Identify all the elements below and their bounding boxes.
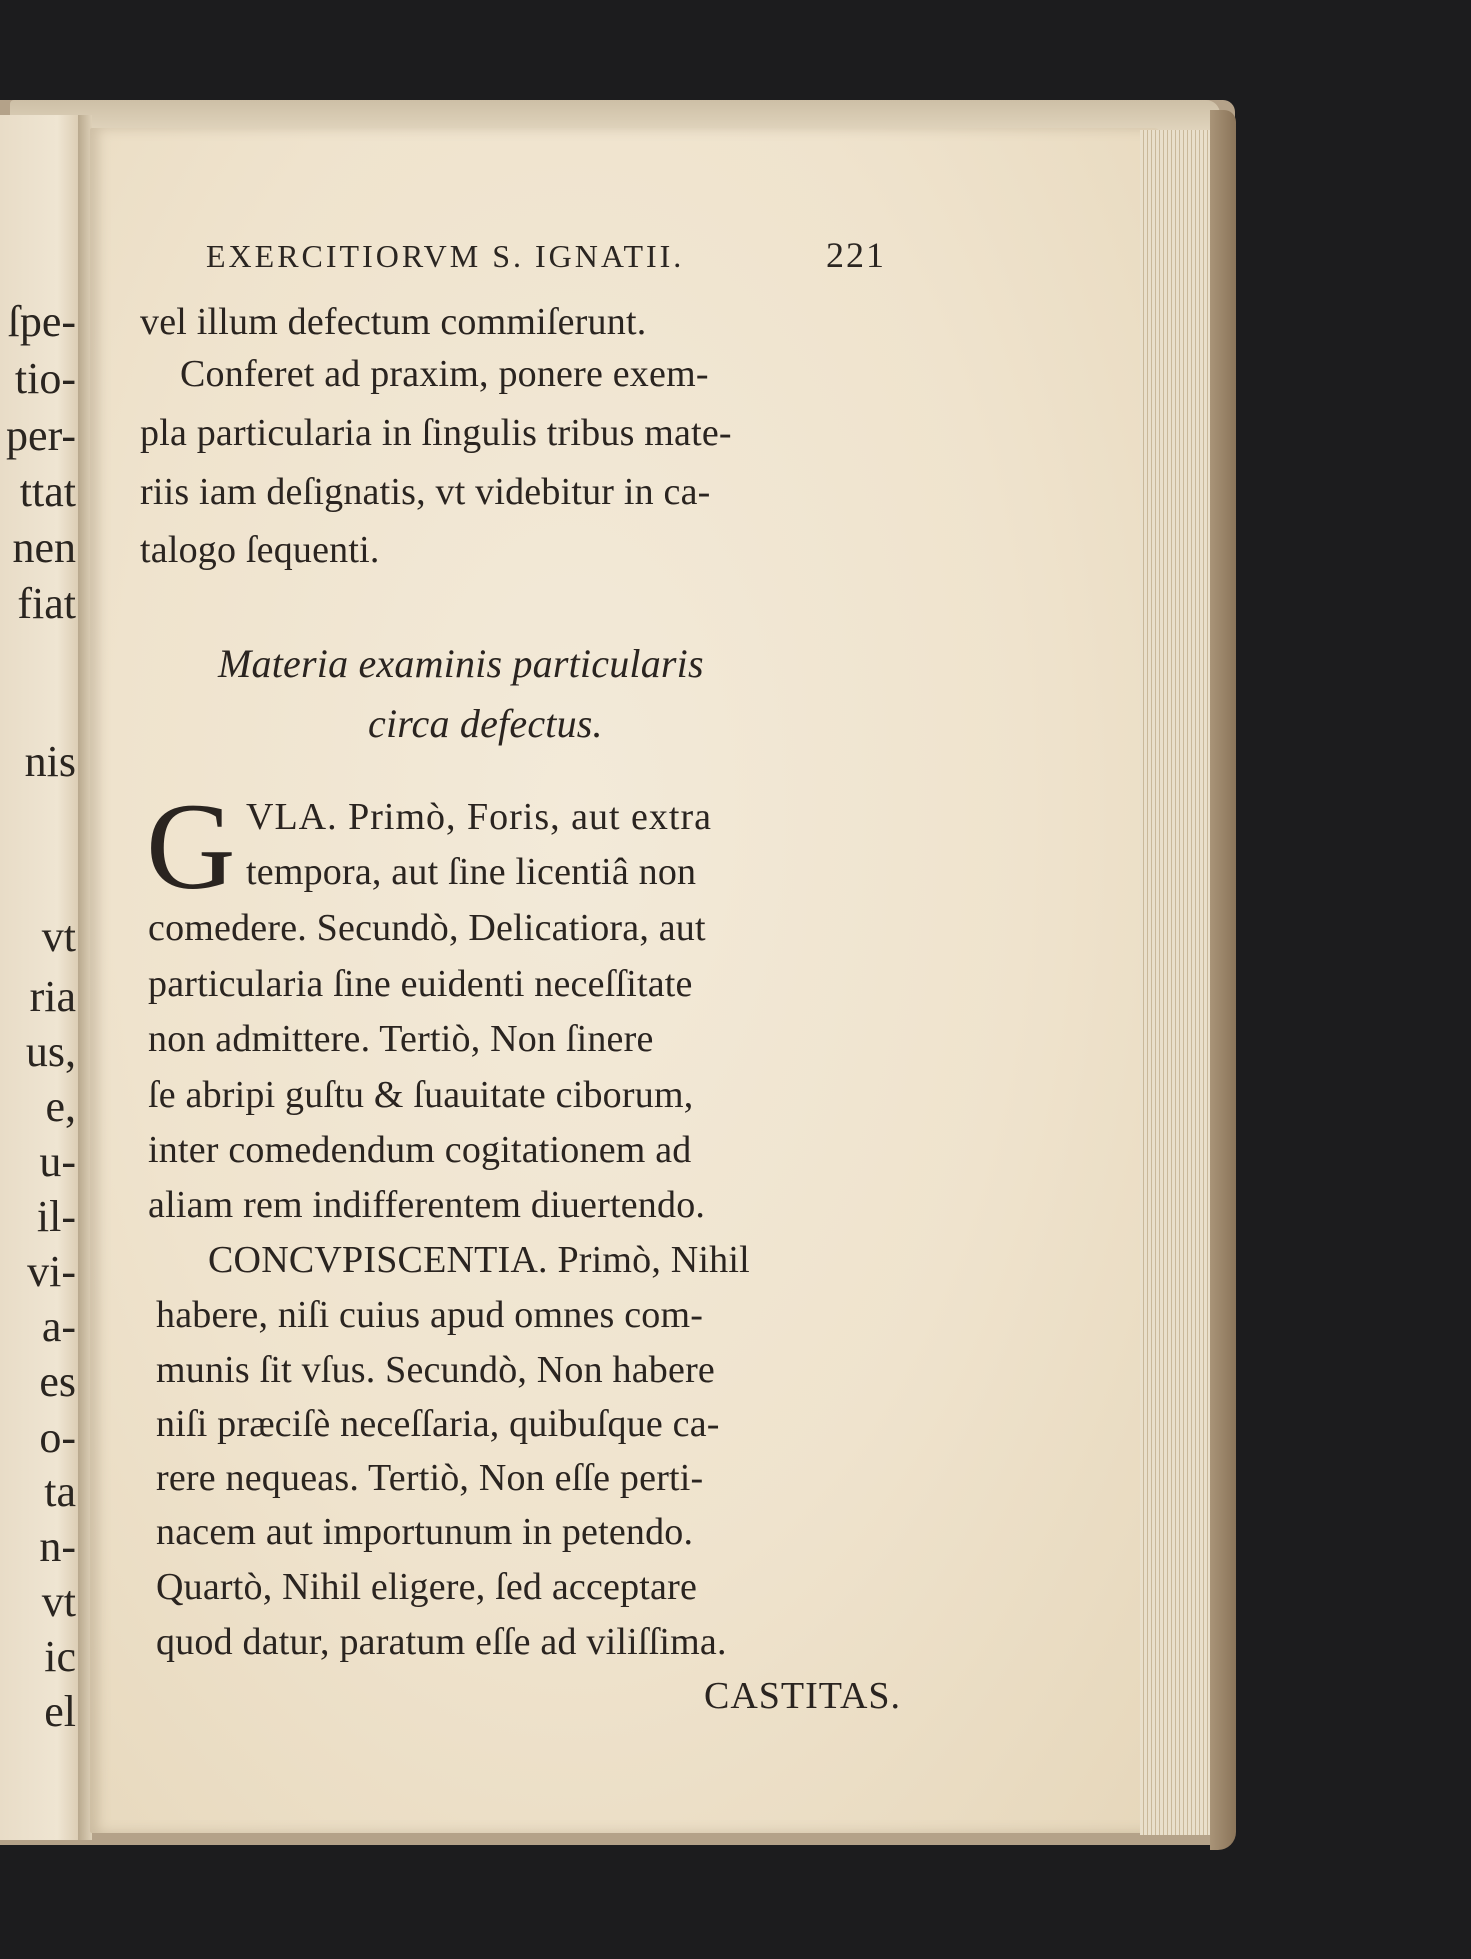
text-line: inter comedendum cogitationem ad [148, 1129, 692, 1171]
left-page-fragment: il- [36, 1192, 76, 1241]
left-page-fragment: vt [41, 912, 76, 961]
left-page-fragment: ic [44, 1632, 76, 1681]
left-page-fragment: el [44, 1687, 76, 1736]
text-line: vel illum defectum commiſerunt. [140, 301, 647, 343]
left-page-fragment: per- [6, 411, 76, 460]
left-page-fragment: a- [41, 1302, 76, 1351]
left-page-fragment: ta [44, 1467, 76, 1516]
text-line: comedere. Secundò, Delicatiora, aut [148, 907, 706, 949]
text-line: CONCVPISCENTIA. Primò, Nihil [208, 1239, 750, 1281]
left-page-fragment: es [39, 1357, 76, 1406]
text-line: tempora, aut ſine licentiâ non [246, 851, 697, 893]
catchword: CASTITAS. [704, 1675, 902, 1717]
running-title: EXERCITIORVM S. IGNATII. [206, 238, 685, 274]
page-fore-edge [1140, 130, 1212, 1835]
left-page [0, 115, 82, 1840]
left-page-fragment: u- [39, 1137, 76, 1186]
text-line: riis iam deſignatis, vt videbitur in ca- [140, 471, 711, 513]
running-head [118, 230, 918, 280]
left-page-fragment: e, [45, 1082, 76, 1131]
text-line: quod datur, paratum eſſe ad viliſſima. [156, 1621, 727, 1663]
drop-cap: G [146, 778, 236, 915]
text-line: habere, niſi cuius apud omnes com- [156, 1294, 704, 1336]
text-line: talogo ſequenti. [140, 529, 380, 571]
text-line: non admittere. Tertiò, Non ſinere [148, 1018, 654, 1060]
left-page-fragment: nen [12, 523, 76, 572]
left-page-fragment: us, [25, 1027, 76, 1076]
left-page-fragment: fiat [17, 579, 76, 628]
text-line: particularia ſine euidenti neceſſitate [148, 963, 693, 1005]
page-number: 221 [826, 235, 886, 275]
text-line: niſi præciſè neceſſaria, quibuſque ca- [156, 1403, 720, 1445]
left-page-fragment: vi- [27, 1247, 76, 1296]
text-line: pla particularia in ſingulis tribus mate- [140, 412, 732, 454]
left-page-fragment: o- [39, 1413, 76, 1462]
text-line: VLA. Primò, Foris, aut extra [246, 796, 713, 838]
left-page-fragment: ſpe- [7, 297, 76, 346]
left-page-fragment: tio- [14, 354, 76, 403]
section-heading-line2: circa defectus. [368, 701, 603, 746]
text-line: munis ſit vſus. Secundò, Non habere [156, 1349, 715, 1391]
left-page-fragment: ria [29, 972, 76, 1021]
text-line: ſe abripi guſtu & ſuauitate ciborum, [148, 1074, 694, 1116]
left-page-fragment: n- [39, 1522, 76, 1571]
section-heading-line1: Materia examinis particularis [218, 641, 704, 686]
text-line: Quartò, Nihil eligere, ſed acceptare [156, 1566, 698, 1608]
text-line: Conferet ad praxim, ponere exem- [180, 353, 709, 395]
text-line: nacem aut importunum in petendo. [156, 1511, 694, 1553]
text-line: aliam rem indifferentem diuertendo. [148, 1184, 706, 1226]
left-page-fragment: vt [41, 1577, 76, 1626]
cover-edge [1210, 110, 1236, 1850]
left-page-fragment: nis [24, 737, 76, 786]
left-page-fragment: ttat [19, 467, 76, 516]
text-line: rere nequeas. Tertiò, Non eſſe perti- [156, 1457, 704, 1499]
